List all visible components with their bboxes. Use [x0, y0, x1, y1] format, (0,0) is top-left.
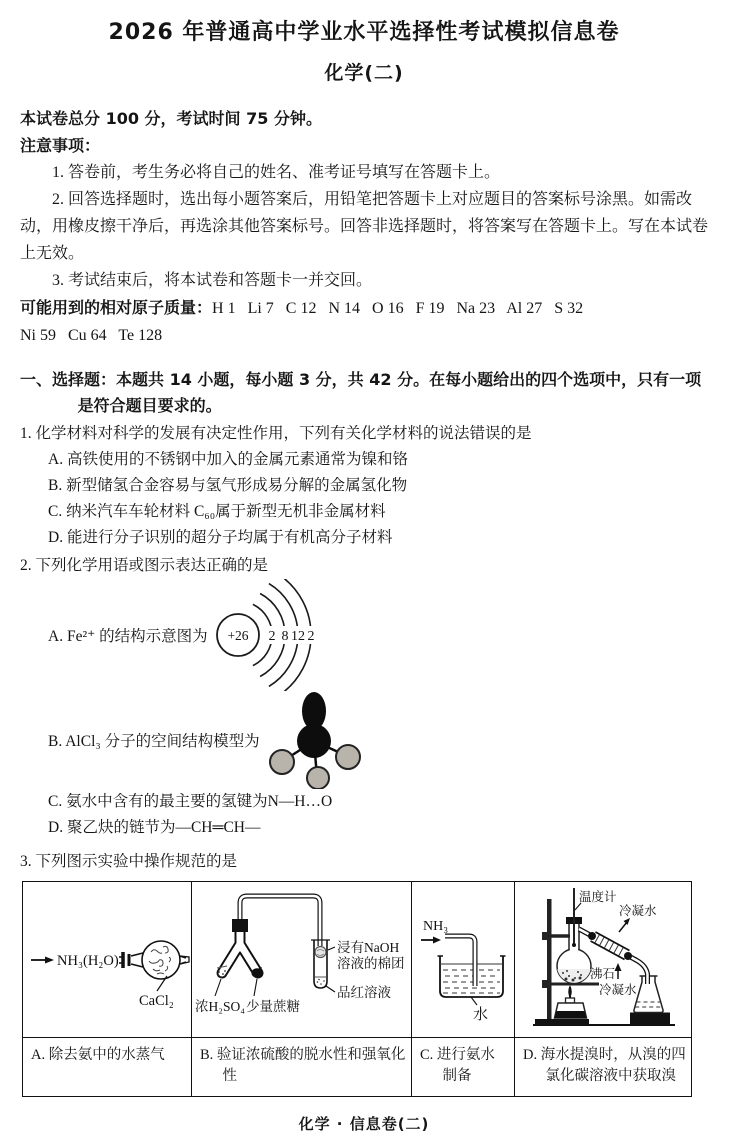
y-tube-sulfuric-acid-apparatus — [194, 890, 409, 1030]
naoh-cotton-label-line1: 浸有NaOH — [337, 939, 400, 955]
atomic-structure-diagram — [208, 579, 330, 691]
atomic-masses-line-1 — [20, 294, 708, 322]
alcohol-lamp — [555, 985, 587, 1018]
experiment-a-caption: A. 除去氨中的水蒸气 — [31, 1047, 165, 1063]
section-heading: 一、选择题：本题共 14 小题，每小题 3 分，共 42 分。在每小题给出的四个选项中，只有一项是符合题目要求的。 — [20, 370, 702, 415]
drying-agent-label: CaCl₂ — [139, 992, 174, 1009]
notice-item-1: 1. 答卷前，考生务必将自己的姓名、准考证号填写在答题卡上。 — [52, 164, 501, 181]
experiment-d-caption-cell — [515, 1038, 692, 1097]
experiment-a-caption-cell — [23, 1038, 192, 1097]
cooling-water-out-label: 冷凝水 — [619, 903, 657, 918]
experiment-table — [22, 881, 692, 1097]
naoh-cotton-label-line2: 溶液的棉团 — [337, 955, 405, 971]
question-2-stem: 2. 下列化学用语或图示表达正确的是 — [20, 557, 269, 574]
notice-heading: 注意事项： — [20, 136, 101, 155]
experiment-b-caption: B. 验证浓硫酸的脱水性和强氧化性 — [200, 1047, 406, 1084]
support-block — [630, 1012, 670, 1025]
rubber-stopper — [232, 919, 248, 932]
question-2-option-c: C. 氨水中含有的最主要的氢键为N—H…O — [48, 793, 333, 810]
experiment-figures-row — [23, 882, 692, 1038]
cooling-water-out-arrow — [619, 918, 630, 932]
cooling-water-in-arrow — [615, 963, 622, 979]
stand-base — [535, 1019, 589, 1026]
experiment-d-caption: D. 海水提溴时，从溴的四氯化碳溶液中获取溴 — [523, 1047, 686, 1084]
experiment-b-caption-cell — [192, 1038, 412, 1097]
shell-4-electron-count: 2 — [307, 629, 315, 644]
experiment-c-caption: C. 进行氨水制备 — [420, 1047, 495, 1084]
notice-item-2: 2. 回答选择题时，选出每小题答案后，用铅笔把答题卡上对应题目的答案标号涂黑。如需改动，用橡皮擦干净后，再选涂其他答案标号。回答非选择题时，将答案写在答题卡上。写在本试卷上无效。 — [20, 191, 709, 262]
atomic-masses-line-2: Ni 59 Cu 64 Te 128 — [20, 327, 163, 344]
boiling-stones-label: 沸石 — [590, 966, 616, 981]
question-2-option-d: D. 聚乙炔的链节为—CH═CH— — [48, 819, 261, 836]
experiment-b-cell — [192, 882, 412, 1038]
exam-subtitle: 化学(二) — [324, 62, 404, 84]
atomic-masses-values: H 1 Li 7 C 12 N 14 O 16 F 19 Na 23 Al 27 S 32 — [212, 300, 584, 317]
water-dashes — [443, 970, 500, 993]
drying-tube-apparatus — [23, 900, 191, 1020]
ammonia-gas-label: NH₃ — [423, 918, 449, 934]
shell-2-electron-count: 8 — [281, 629, 289, 644]
gas-into-water-apparatus — [413, 894, 513, 1026]
question-1-option-a: A. 高铁使用的不锈钢中加入的金属元素通常为镍和铬 — [48, 451, 408, 468]
atomic-masses-label: 可能用到的相对原子质量： — [20, 298, 213, 317]
exam-title: 2026 年普通高中学业水平选择性考试模拟信息卷 — [108, 20, 620, 45]
question-2-option-b-text: B. AlCl₃ 分子的空间结构模型为 — [48, 733, 260, 750]
experiment-c-cell — [412, 882, 515, 1038]
gas-inlet-label: NH₃(H₂O) — [57, 952, 119, 969]
question-1-option-b: B. 新型储氢合金容易与氢气形成易分解的金属氢化物 — [48, 477, 408, 494]
cooling-water-in-label: 冷凝水 — [599, 982, 637, 997]
exam-info-block — [20, 105, 708, 349]
fuchsin-solution-label: 品红溶液 — [337, 984, 391, 1000]
sulfuric-acid-label: 浓H₂SO₄ — [195, 998, 245, 1014]
gas-flow-arrow — [421, 936, 441, 943]
water-label: 水 — [473, 1006, 489, 1023]
molecular-model — [264, 691, 364, 789]
experiment-captions-row — [23, 1038, 692, 1097]
nucleus-charge-label: +26 — [227, 628, 249, 643]
notice-item-3: 3. 考试结束后，将本试卷和答题卡一并交回。 — [52, 272, 373, 289]
stand-rod — [547, 899, 552, 1025]
shell-1-electron-count: 2 — [268, 629, 276, 644]
experiment-a-cell — [23, 882, 192, 1038]
question-2-option-b — [20, 691, 708, 789]
sugar-label: 少量蔗糖 — [246, 998, 300, 1014]
thermometer-label: 温度计 — [579, 889, 617, 904]
exam-summary: 本试卷总分 100 分，考试时间 75 分钟。 — [20, 109, 322, 128]
gas-flow-arrow — [31, 956, 54, 963]
experiment-d-cell — [515, 882, 692, 1038]
experiment-c-caption-cell — [412, 1038, 515, 1097]
question-1-option-c: C. 纳米汽车车轮材料 C₆₀属于新型无机非金属材料 — [48, 503, 386, 520]
shell-3-electron-count: 12 — [290, 629, 305, 644]
distillation-apparatus — [517, 885, 689, 1035]
question-2-option-a — [20, 579, 708, 691]
question-1-stem: 1. 化学材料对科学的发展有决定性作用，下列有关化学材料的说法错误的是 — [20, 425, 532, 442]
solution-dots — [317, 978, 325, 984]
question-3-stem: 3. 下列图示实验中操作规范的是 — [20, 853, 238, 870]
question-1-option-d: D. 能进行分子识别的超分子均属于有机高分子材料 — [48, 529, 393, 546]
page-footer: 化学 · 信息卷(二) — [298, 1115, 430, 1133]
question-2-option-a-text: A. Fe²⁺ 的结构示意图为 — [48, 628, 208, 645]
